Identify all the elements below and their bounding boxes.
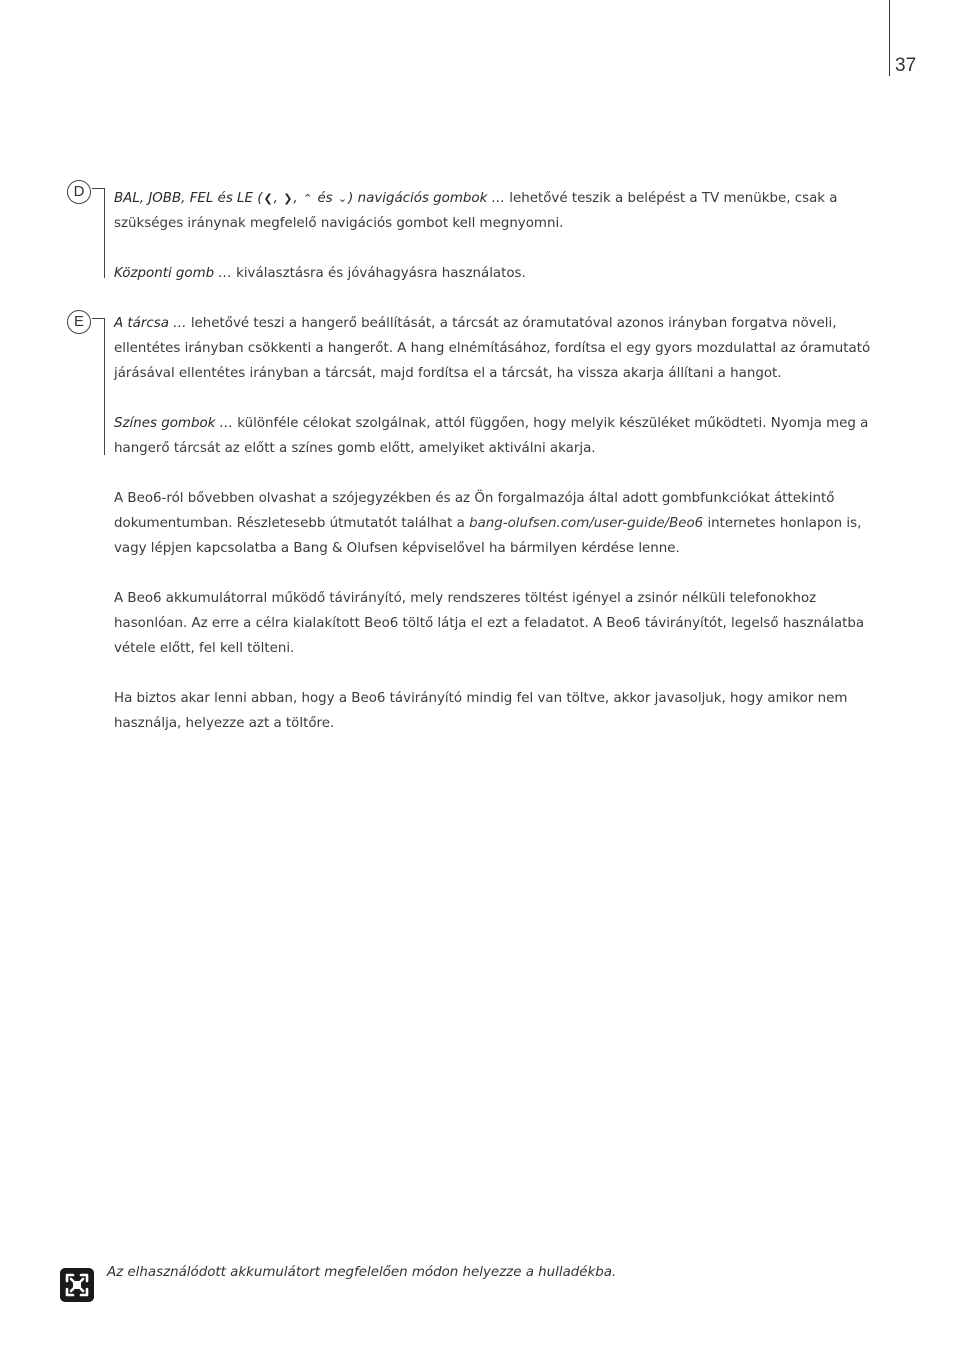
nav-buttons-text: lehetővé teszik a belépést a TV menükbe, csak a szükséges iránynak megfelelő navigációs gombot kell megnyomni. (114, 191, 838, 231)
page-number-rule (889, 0, 890, 76)
callout-connector-d (92, 188, 104, 189)
colour-buttons-text: különféle célokat szolgálnak, attól függően, hogy melyik készüléket működteti. Nyomja meg a hangerő tárcsát az előtt a színes gomb előtt, amelyiket aktiválni akarja. (114, 416, 869, 456)
chevron-left-icon: ❮ (263, 192, 273, 205)
callout-connector-e (92, 318, 104, 319)
more-info-paragraph (114, 486, 890, 561)
nav-buttons-lead: BAL, JOBB, FEL és LE (❮, ❯, ⌃ és ⌄) navigációs gombok … (114, 191, 505, 206)
battery-recycle-icon (59, 1267, 95, 1303)
more-info-text-after: internetes honlapon is, vagy lépjen kapcsolatba a Bang & Olufsen képviselővel ha bármilyen kérdése lenne. (114, 516, 862, 556)
chevron-up-icon: ⌃ (302, 192, 313, 205)
center-button-paragraph (114, 261, 890, 286)
center-button-lead: Központi gomb … (114, 266, 232, 281)
chevron-down-icon: ⌄ (337, 192, 348, 205)
colour-buttons-lead: Színes gombok … (114, 416, 234, 431)
wheel-lead: A tárcsa … (114, 316, 187, 331)
colour-buttons-paragraph (114, 411, 890, 461)
callout-bracket-d (104, 188, 105, 278)
chevron-right-icon: ❯ (283, 192, 293, 205)
battery-paragraph: A Beo6 akkumulátorral működő távirányító, mely rendszeres töltést igényel a zsinór nélküli telefonokhoz hasonlóan. Az erre a célra kialakított Beo6 töltő látja el ezt a feladatot. A Beo6 távirányítót, legelső használatba vétele előtt, fel kell tölteni. (114, 591, 865, 656)
center-button-text: kiválasztásra és jóváhagyásra használatos. (231, 266, 526, 281)
wheel-paragraph (114, 311, 890, 386)
callout-marker-e: E (67, 310, 91, 334)
battery-disposal-note: Az elhasználódott akkumulátort megfelelően módon helyezze a hulladékba. (107, 1265, 617, 1280)
more-info-text-before: A Beo6-ról bővebben olvashat a szójegyzékben és az Ön forgalmazója által adott gombfunkciókat áttekintő dokumentumban. Részletesebb útmutatót találhat a (114, 491, 835, 531)
callout-marker-d: D (67, 180, 91, 204)
user-guide-link[interactable]: bang-olufsen.com/user-guide/Beo6 (469, 516, 704, 531)
charging-paragraph: Ha biztos akar lenni abban, hogy a Beo6 távirányító mindig fel van töltve, akkor javasoljuk, hogy amikor nem használja, helyezze azt a töltőre. (114, 691, 848, 731)
callout-bracket-e (104, 318, 105, 455)
nav-buttons-paragraph (114, 186, 890, 236)
wheel-text: lehetővé teszi a hangerő beállítását, a tárcsát az óramutatóval azonos irányban forgatva növeli, ellentétes irányban csökkenti a hangerőt. A hang elnémításához, fordítsa el egy gyors mozdulattal az óramutató járásával ellentétes irányban a tárcsát, majd fordítsa el a tárcsát, ha vissza akarja állítani a hangot. (114, 316, 871, 381)
page-number: 37 (895, 55, 917, 76)
